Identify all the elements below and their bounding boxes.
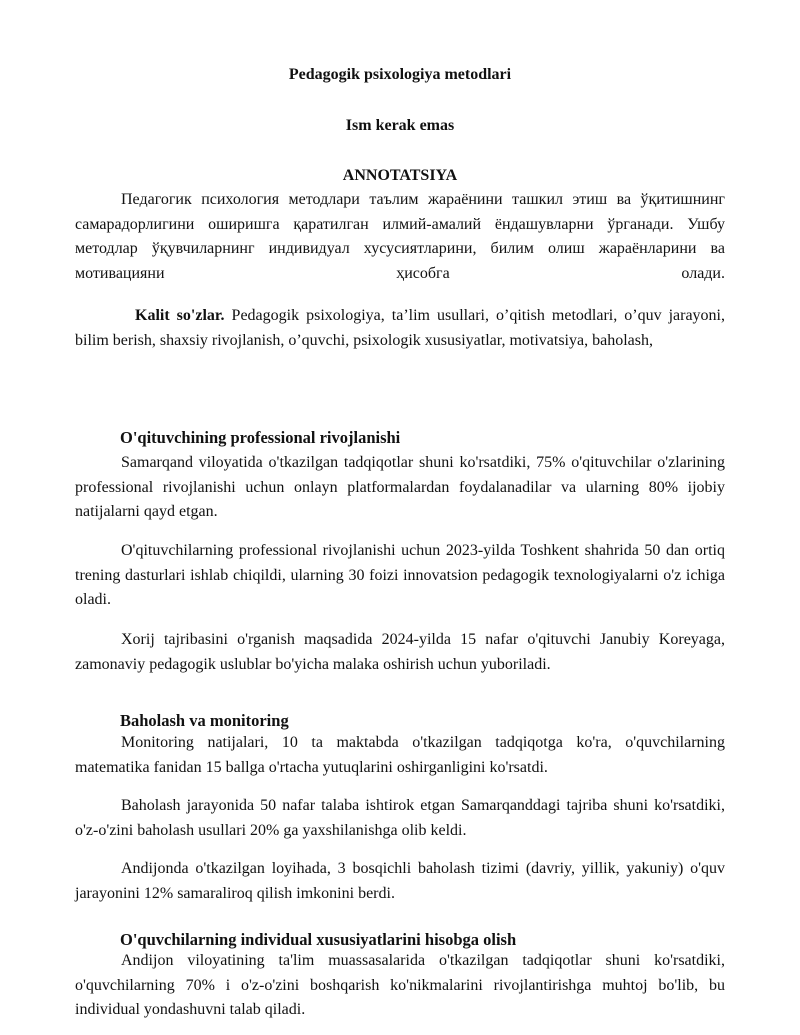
paragraph: Xorij tajribasini o'rganish maqsadida 2024-yilda 15 nafar o'qituvchi Janubiy Koreyaga, zamonaviy pedagogik uslublar bo'yicha malaka oshirish uchun yuboriladi. (75, 631, 725, 673)
paragraph: Samarqand viloyatida o'tkazilgan tadqiqotlar shuni ko'rsatdiki, 75% o'qituvchilar o'zlarining professional rivojlanishi uchun onlayn platformalardan foydalanadilar va ularning 80% ijobiy natijalarni qayd etgan. (75, 454, 725, 520)
paragraph: Andijonda o'tkazilgan loyihada, 3 bosqichli baholash tizimi (davriy, yillik, yakuniy) o'quv jarayonini 12% samaraliroq qilish imkonini berdi. (75, 860, 725, 902)
paragraph: Baholash jarayonida 50 nafar talaba ishtirok etgan Samarqanddagi tajriba shuni ko'rsatdiki, o'z-o'zini baholash usullari 20% ga yaxshilanishga olib keldi. (75, 797, 725, 839)
keywords-label: Kalit so'zlar. (135, 307, 225, 324)
annotation-heading: ANNOTATSIYA (342, 167, 458, 184)
paragraph: Monitoring natijalari, 10 ta maktabda o'tkazilgan tadqiqotga ko'ra, o'quvchilarning matematika fanidan 15 ballga o'rtacha yutuqlarini oshirganligini ko'rsatdi. (75, 734, 725, 776)
section-heading-professional-development: O'qituvchining professional rivojlanishi (120, 428, 401, 447)
document-title: Pedagogik psixologiya metodlari (288, 66, 512, 83)
keywords-text: Pedagogik psixologiya, ta’lim usullari, o’qitish metodlari, o’quv jarayoni, bilim berish, shaxsiy rivojlanish, o’quvchi, psixologik xususiyatlar, motivatsiya, baholash, (75, 307, 725, 349)
keywords-paragraph (75, 304, 725, 353)
section-heading-individual-traits: O'quvchilarning individual xususiyatlarini hisobga olish (120, 930, 517, 949)
section-heading-assessment: Baholash va monitoring (120, 711, 289, 730)
paragraph: O'qituvchilarning professional rivojlanishi uchun 2023-yilda Toshkent shahrida 50 dan ortiq trening dasturlari ishlab chiqildi, ularning 30 foizi innovatsion pedagogik texnologiyalarni o'z ichiga oladi. (75, 542, 725, 608)
annotation-text: Педагогик психология методлари таълим жараёнини ташкил этиш ва ўқитишнинг самарадорлигини оширишга қаратилган илмий-амалий ёндашувларни ўрганади. Ушбу методлар ўқувчиларнинг индивидуал хусусиятларини, билим олиш жараёнларини ва мотивацияни ҳисобга олади. (75, 191, 725, 282)
paragraph: Andijon viloyatining ta'lim muassasalarida o'tkazilgan tadqiqotlar shuni ko'rsatdiki, o'quvchilarning 70% i o'z-o'zini boshqarish ko'nikmalarini rivojlantirishga muhtoj bo'lib, bu individual yondashuvni talab qiladi. (75, 952, 725, 1018)
author-name: Ism kerak emas (345, 117, 455, 134)
